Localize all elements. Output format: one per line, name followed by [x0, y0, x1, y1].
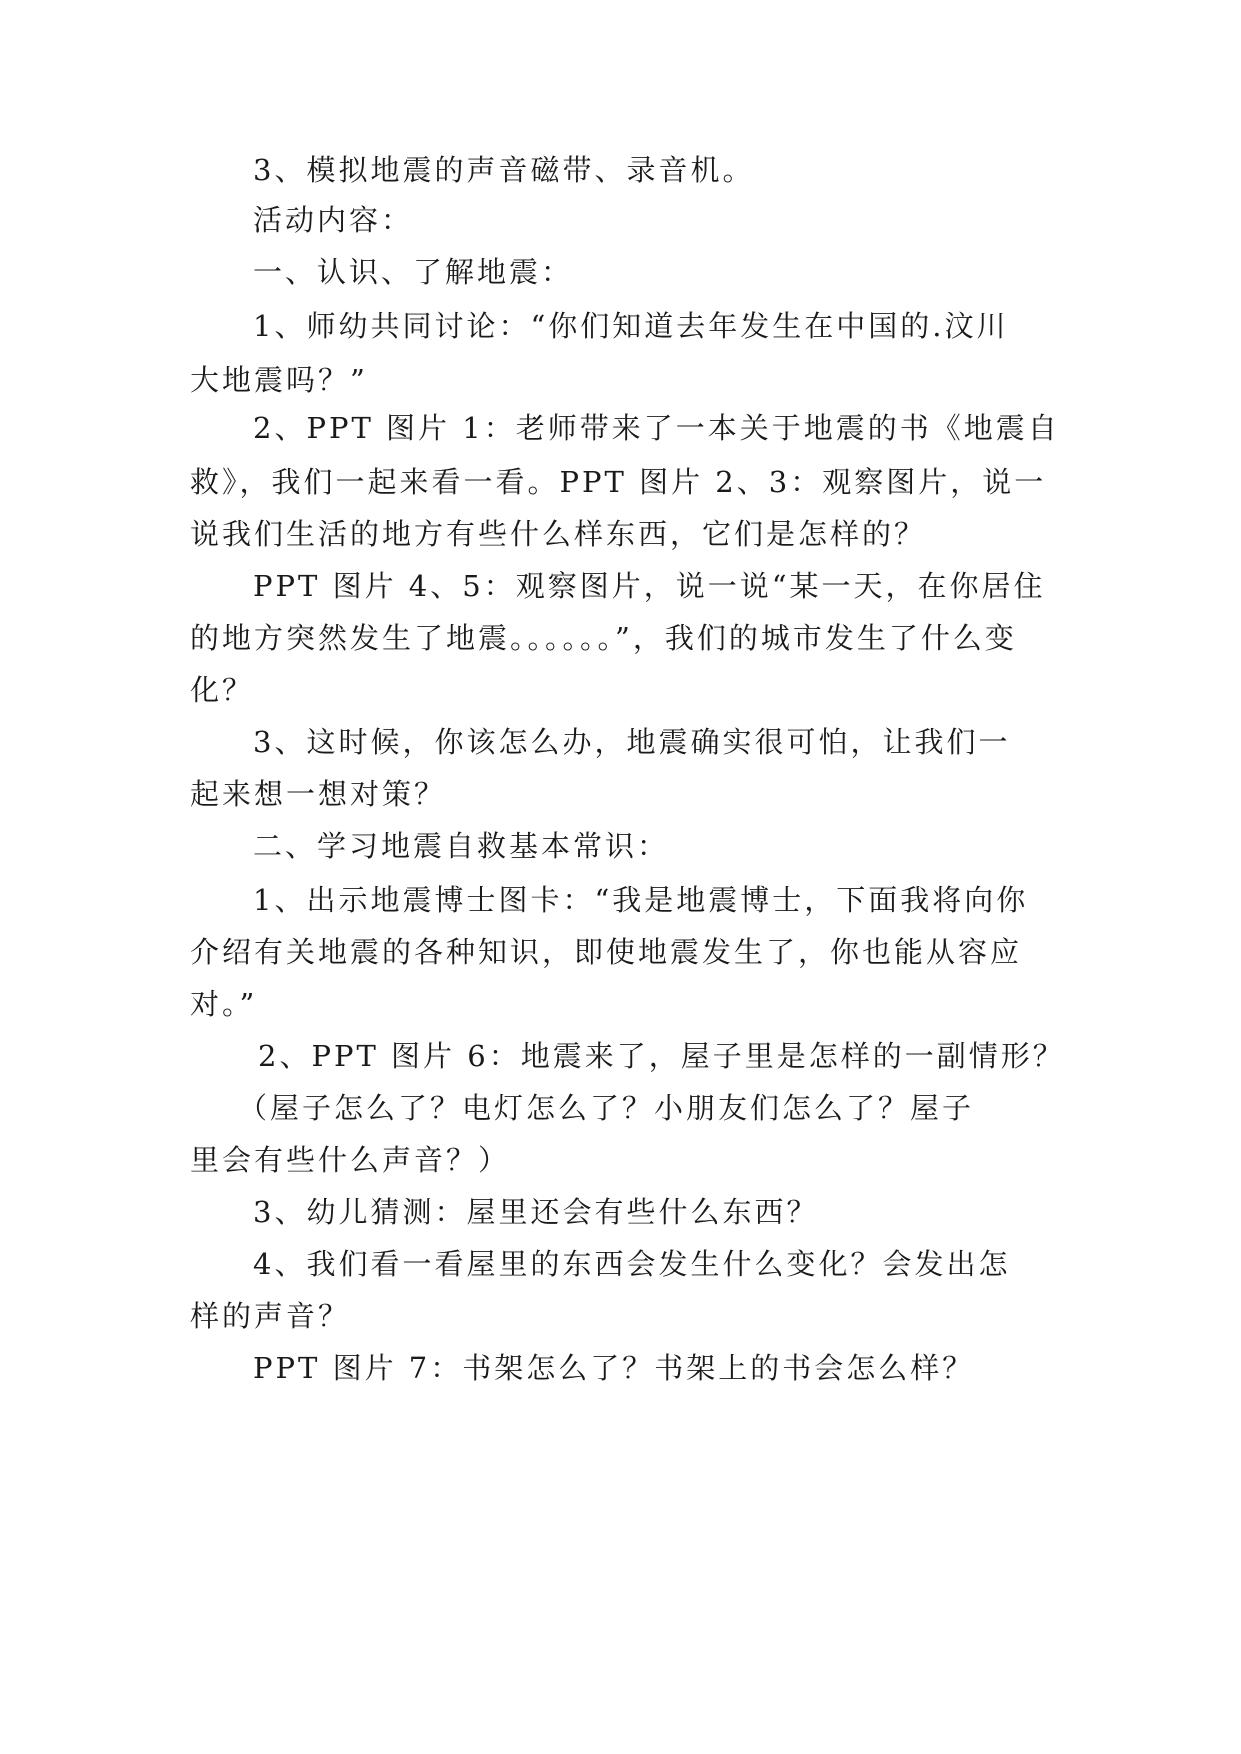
paragraph-line: （屋子怎么了？电灯怎么了？小朋友们怎么了？屋子 [238, 1091, 975, 1125]
paragraph-line: 大地震吗？” [190, 363, 368, 397]
paragraph-line: 3、这时候，你该怎么办，地震确实很可怕，让我们一 [253, 725, 1011, 759]
section-label: 活动内容： [253, 203, 414, 237]
paragraph-line: 3、模拟地震的声音磁带、录音机。 [253, 153, 755, 187]
paragraph-line: 的地方突然发生了地震。。。。。。”，我们的城市发生了什么变 [190, 621, 1017, 655]
section-heading: 二、学习地震自救基本常识： [253, 829, 670, 863]
section-heading: 一、认识、了解地震： [253, 255, 574, 289]
paragraph-line: 化？ [190, 673, 255, 707]
paragraph-line: PPT 图片 4、5：观察图片，说一说“某一天，在你居住 [253, 569, 1046, 603]
paragraph-line: 救》，我们一起来看一看。PPT 图片 2、3：观察图片，说一 [190, 465, 1047, 499]
paragraph-line: PPT 图片 7：书架怎么了？书架上的书会怎么样？ [253, 1351, 975, 1385]
paragraph-line: 里会有些什么声音？） [190, 1143, 511, 1177]
paragraph-line: 1、师幼共同讨论：“你们知道去年发生在中国的.汶川 [253, 309, 1009, 343]
paragraph-line: 样的声音？ [190, 1299, 351, 1333]
paragraph-line: 起来想一想对策？ [190, 777, 447, 811]
paragraph-line: 说我们生活的地方有些什么样东西，它们是怎样的？ [190, 517, 927, 551]
paragraph-line: 介绍有关地震的各种知识，即使地震发生了，你也能从容应 [190, 935, 1023, 969]
paragraph-line: 4、我们看一看屋里的东西会发生什么变化？会发出怎 [253, 1247, 1011, 1281]
paragraph-line: 3、幼儿猜测：屋里还会有些什么东西？ [253, 1195, 819, 1229]
paragraph-line: 2、PPT 图片 6：地震来了，屋子里是怎样的一副情形？ [258, 1039, 1065, 1073]
paragraph-line: 对。” [190, 987, 258, 1021]
paragraph-line: 2、PPT 图片 1：老师带来了一本关于地震的书《地震自 [253, 411, 1060, 445]
paragraph-line: 1、出示地震博士图卡：“我是地震博士，下面我将向你 [253, 883, 1029, 917]
